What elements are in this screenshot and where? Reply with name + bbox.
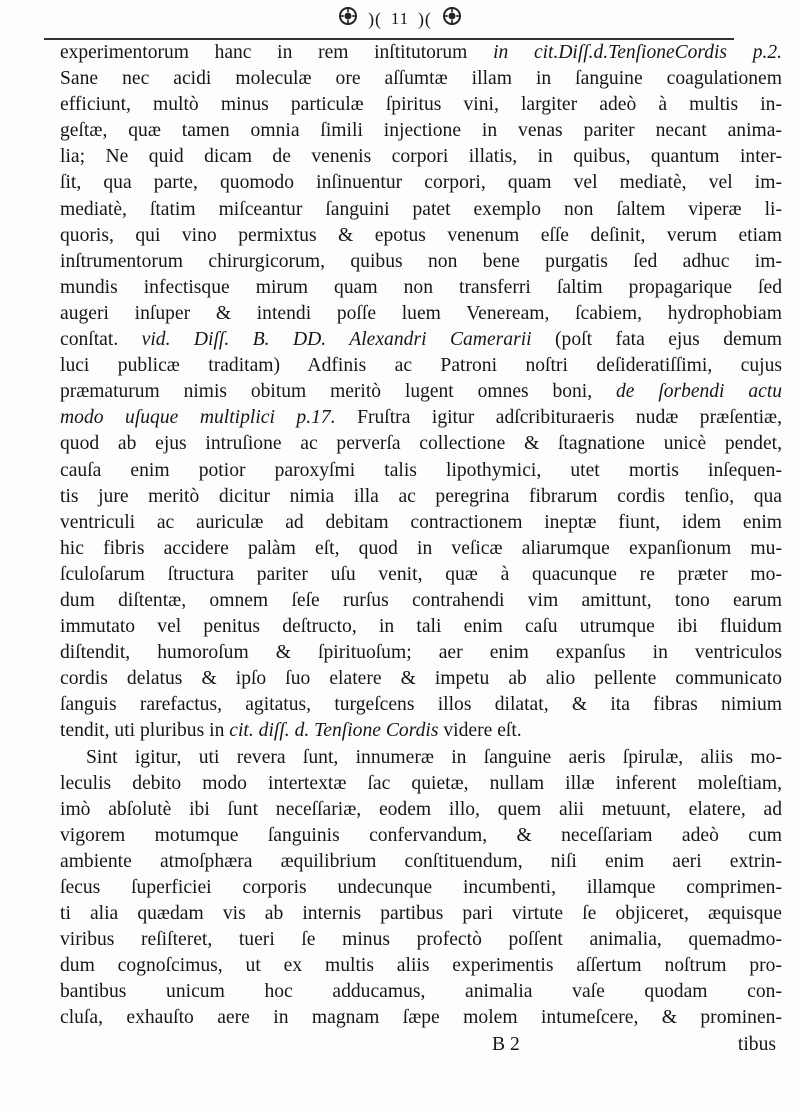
italic-reference: vid. Diſſ. B. DD. Alexandri Camerarii — [141, 329, 532, 351]
text-line — [60, 588, 782, 614]
text-segment: viribus reſiſteret, tueri ſe minus profectò poſſent animalia, quemadmo- — [60, 929, 782, 951]
text-line — [60, 458, 782, 484]
text-segment: quoris, qui vino permixtus & epotus venenum eſſe deſinit, verum etiam — [60, 224, 782, 246]
text-line — [60, 249, 782, 275]
text-segment: tis jure meritò dicitur nimia illa ac peregrina fibrarum cordis tenſio, qua — [60, 485, 782, 507]
text-segment: videre eſt. — [438, 720, 522, 742]
text-line — [60, 170, 782, 196]
text-segment: dum diſtentæ, omnem ſeſe rurſus contrahendi vim amittunt, tono earum — [60, 589, 782, 611]
catchword: tibus — [737, 1034, 776, 1055]
text-line — [60, 275, 782, 301]
text-segment: experimentorum hanc in rem inſtitutorum — [60, 42, 494, 63]
italic-reference: in cit.Diſſ.d.TenſioneCordis p.2. — [493, 42, 782, 63]
text-line — [60, 692, 782, 718]
text-line — [60, 510, 782, 536]
text-segment: cauſa enim potior paroxyſmi talis lipothymici, utet mortis inſequen- — [60, 459, 782, 481]
text-line — [60, 979, 782, 1005]
text-line — [60, 118, 782, 144]
text-line — [60, 197, 782, 223]
italic-reference: de ſorbendi actu — [616, 381, 782, 403]
text-segment: ſanguis rarefactus, agitatus, turgeſcens illos dilatat, & ita fibras nimium — [60, 694, 782, 716]
text-segment: quod ab ejus intruſione ac perverſa collectione & ſtagnatione unicè pendet, — [60, 433, 782, 455]
text-segment: imò abſolutè ibi ſunt neceſſariæ, eodem illo, quem alii metuunt, elatere, ad — [60, 798, 782, 820]
text-line — [60, 666, 782, 692]
text-line — [60, 562, 782, 588]
text-line — [60, 223, 782, 249]
text-segment: efficiunt, multò minus particulæ ſpiritus vini, largiter adeò à multis in- — [60, 94, 782, 116]
text-segment: (poſt fata ejus demum — [531, 329, 782, 351]
text-line — [60, 614, 782, 640]
text-segment: luci publicæ traditam) Adfinis ac Patroni noſtri deſideratiſſimi, cujus — [60, 355, 782, 377]
text-segment: ventriculi ac auriculæ ad debitam contractionem ineptæ fiunt, idem enim — [60, 511, 782, 533]
text-line — [60, 66, 782, 92]
signature-mark: B 2 — [492, 1034, 520, 1055]
text-segment: diſtendit, humoroſum & ſpirituoſum; aer enim expanſus in ventriculos — [60, 642, 782, 664]
header-bracket-right: )( — [417, 8, 432, 29]
text-line — [60, 849, 782, 875]
text-line — [60, 771, 782, 797]
text-segment: præmaturum nimis obitum meritò lugent omnes boni, — [60, 381, 617, 403]
text-line — [60, 301, 782, 327]
text-segment: cluſa, exhauſto aere in magnam ſæpe molem intumeſcere, & prominen- — [60, 1007, 782, 1029]
text-line — [60, 144, 782, 170]
text-line — [60, 901, 782, 927]
fleuron-left-icon — [338, 6, 358, 32]
text-segment: ſit, qua parte, quomodo inſinuentur corpori, quam vel mediatè, vel im- — [60, 172, 782, 194]
body-text — [60, 40, 782, 1032]
text-line — [60, 92, 782, 118]
fleuron-right-icon — [442, 6, 462, 32]
text-line — [60, 327, 782, 353]
text-line — [60, 953, 782, 979]
text-line — [60, 405, 782, 431]
italic-reference: modo uſuque multiplici p.17. — [60, 407, 336, 429]
text-line — [60, 875, 782, 901]
text-segment: augeri inſuper & intendi poſſe luem Veneream, ſcabiem, hydrophobiam — [60, 302, 782, 324]
text-segment: ſculoſarum ſtructura pariter uſu venit, quæ à quacunque re præter mo- — [60, 563, 782, 585]
text-segment: ti alia quædam vis ab internis partibus pari virtute ſe objiceret, æquisque — [60, 903, 782, 925]
text-segment: inſtrumentorum chirurgicorum, quibus non bene purgatis ſed adhuc im- — [60, 250, 782, 272]
text-line — [60, 353, 782, 379]
text-segment: conſtat. — [60, 329, 142, 351]
text-line — [60, 1005, 782, 1031]
text-segment: lia; Ne quid dicam de venenis corpori illatis, in quibus, quantum inter- — [60, 146, 782, 168]
text-line — [60, 745, 782, 771]
text-segment: tendit, uti pluribus in — [60, 720, 230, 742]
italic-reference: cit. diſſ. d. Tenſione Cordis — [229, 720, 439, 742]
text-segment: Sane nec acidi moleculæ ore aſſumtæ illam in ſanguine coagulationem — [60, 68, 782, 90]
text-segment: hic fibris accidere palàm eſt, quod in veſicæ aliarumque expanſionum mu- — [60, 537, 782, 559]
text-segment: vigorem motumque ſanguinis confervandum, & neceſſariam adeò cum — [60, 824, 782, 846]
text-segment: geſtæ, quæ tamen omnia ſimili injectione in venas pariter necant anima- — [60, 120, 782, 142]
text-line — [60, 484, 782, 510]
text-segment: mediatè, ſtatim miſceantur ſanguini patet exemplo non ſaltem viperæ li- — [60, 198, 782, 220]
text-line — [60, 718, 782, 744]
text-segment: Sint igitur, uti revera ſunt, innumeræ in ſanguine aeris ſpirulæ, aliis mo- — [86, 746, 782, 768]
text-line — [60, 379, 782, 405]
header-bracket-left: )( — [368, 8, 383, 29]
text-segment: bantibus unicum hoc adducamus, animalia vaſe quodam con- — [60, 981, 782, 1003]
text-segment: Fruſtra igitur adſcribituraeris nudæ præſentiæ, — [335, 407, 782, 429]
text-line — [60, 823, 782, 849]
text-segment: leculis debito modo intertextæ ſac quietæ, nullam illæ inferent moleſtiam, — [60, 772, 782, 794]
page-number: 11 — [390, 9, 410, 28]
running-header — [0, 6, 800, 36]
text-line — [60, 640, 782, 666]
text-line — [60, 431, 782, 457]
text-segment: ſecus ſuperficiei corporis undecunque incumbenti, illamque comprimen- — [60, 877, 782, 898]
text-segment: dum cognoſcimus, ut ex multis aliis experimentis aſſertum noſtrum pro- — [60, 955, 782, 977]
text-line — [60, 797, 782, 823]
text-segment: cordis delatus & ipſo ſuo elatere & impetu ab alio pellente communicato — [60, 668, 782, 690]
text-segment: immutato vel penitus deſtructo, in tali enim caſu utrumque ibi fluidum — [60, 616, 782, 638]
text-line — [60, 927, 782, 953]
text-segment: mundis infectisque mirum quam non transferri ſaltim propagarique ſed — [60, 276, 782, 298]
text-segment: ambiente atmoſphæra æquilibrium conſtituendum, niſi enim aeri extrin- — [60, 850, 782, 872]
text-line — [60, 536, 782, 562]
footer-line — [60, 1032, 782, 1058]
text-line — [60, 40, 782, 66]
